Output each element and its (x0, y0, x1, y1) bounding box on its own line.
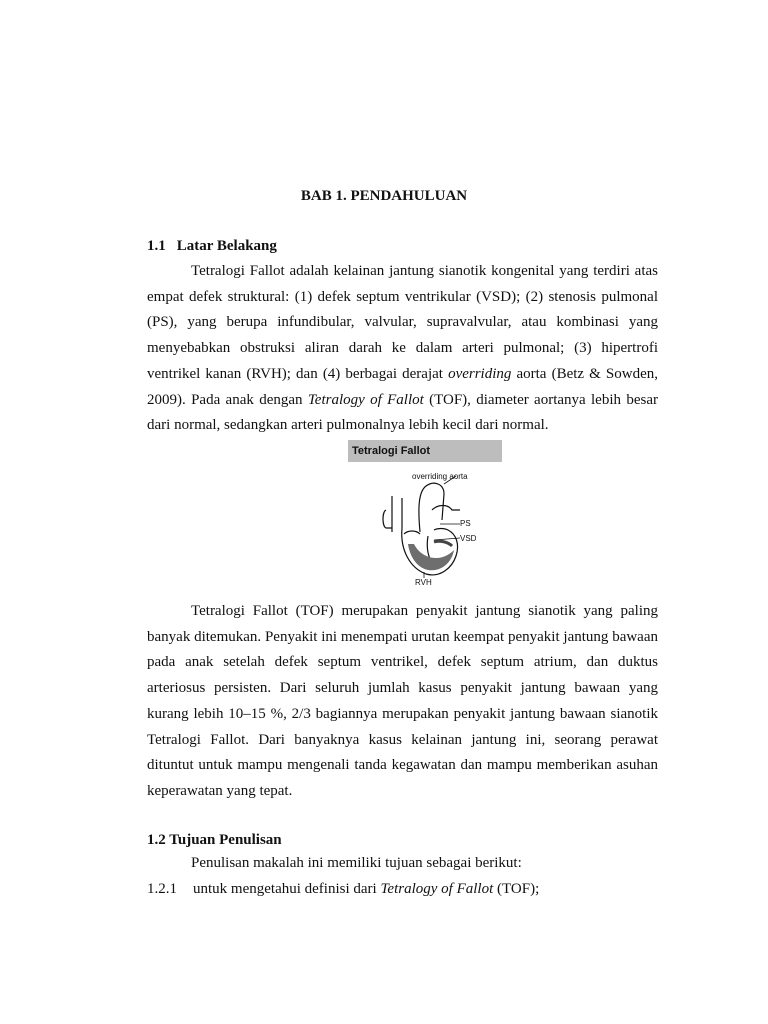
label-ps: PS (460, 519, 471, 528)
paragraph-text: aorta (Betz & Sowden, 2009). Pada anak dengan (147, 365, 659, 408)
rvh-shading-shape (408, 544, 454, 570)
section-title: Tujuan Penulisan (169, 832, 282, 848)
chapter-title: BAB 1. PENDAHULUAN (300, 188, 468, 204)
figure-banner: Tetralogi Fallot (348, 440, 502, 462)
heart-diagram (348, 440, 504, 590)
list-item (147, 881, 658, 898)
italic-term: Tetralogy of Fallot (307, 391, 424, 408)
vena-cava-shape (392, 496, 402, 532)
paragraph-text: Tetralogi Fallot adalah kelainan jantung sianotik kongenital yang terdiri atas empat defek struktural: (1) defek septum ventrikular (VSD); (2) stenosis pulmonal (PS), yang berupa infundibular, valvular, supravalvular, atau kombinasi yang menyebabkan obstruksi aliran darah ke dalam arteri pulmonal; (3) hipertrofi ventrikel kanan (RVH); dan (4) berbagai derajat (147, 263, 658, 382)
tetralogy-fallot-figure (348, 440, 504, 590)
section-title: Latar Belakang (176, 238, 277, 254)
section-number: 1.1 (147, 238, 166, 254)
italic-term: Tetralogy of Fallot (380, 881, 494, 897)
label-rvh: RVH (415, 578, 432, 587)
section-number: 1.2 (147, 832, 166, 848)
list-item-text: (TOF); (493, 881, 540, 897)
paragraph-text: (TOF), diameter aortanya lebih besar dari normal, sedangkan arteri pulmonalnya lebih kecil dari normal. (147, 391, 658, 434)
list-item-text: untuk mengetahui definisi dari (193, 881, 381, 897)
paragraph-definition (147, 259, 658, 439)
label-vsd: VSD (460, 534, 477, 543)
list-item-number: 1.2.1 (147, 881, 177, 897)
objectives-intro: Penulisan makalah ini memiliki tujuan sebagai berikut: (191, 855, 522, 871)
paragraph-prevalence: Tetralogi Fallot (TOF) merupakan penyakit jantung sianotik yang paling banyak ditemukan. Penyakit ini menempati urutan keempat penyakit jantung bawaan pada anak setelah defek septum ventrikel, defek septum atrium, dan duktus arteriosus persisten. Dari seluruh jumlah kasus penyakit jantung bawaan yang kurang lebih 10–15 %, 2/3 bagiannya merupakan penyakit jantung bawaan sianotik Tetralogi Fallot. Dari banyaknya kasus kelainan jantung ini, seorang perawat dituntut untuk mampu mengenali tanda kegawatan dan mampu memberikan asuhan keperawatan yang tepat. (147, 603, 658, 799)
section-heading-tujuan-penulisan (147, 832, 282, 849)
pulmonary-artery-shape (432, 506, 460, 511)
section-heading-latar-belakang (147, 238, 277, 255)
italic-term: overriding (448, 365, 512, 382)
label-overriding-aorta: overriding aorta (412, 472, 468, 481)
aorta-shape (419, 483, 444, 532)
